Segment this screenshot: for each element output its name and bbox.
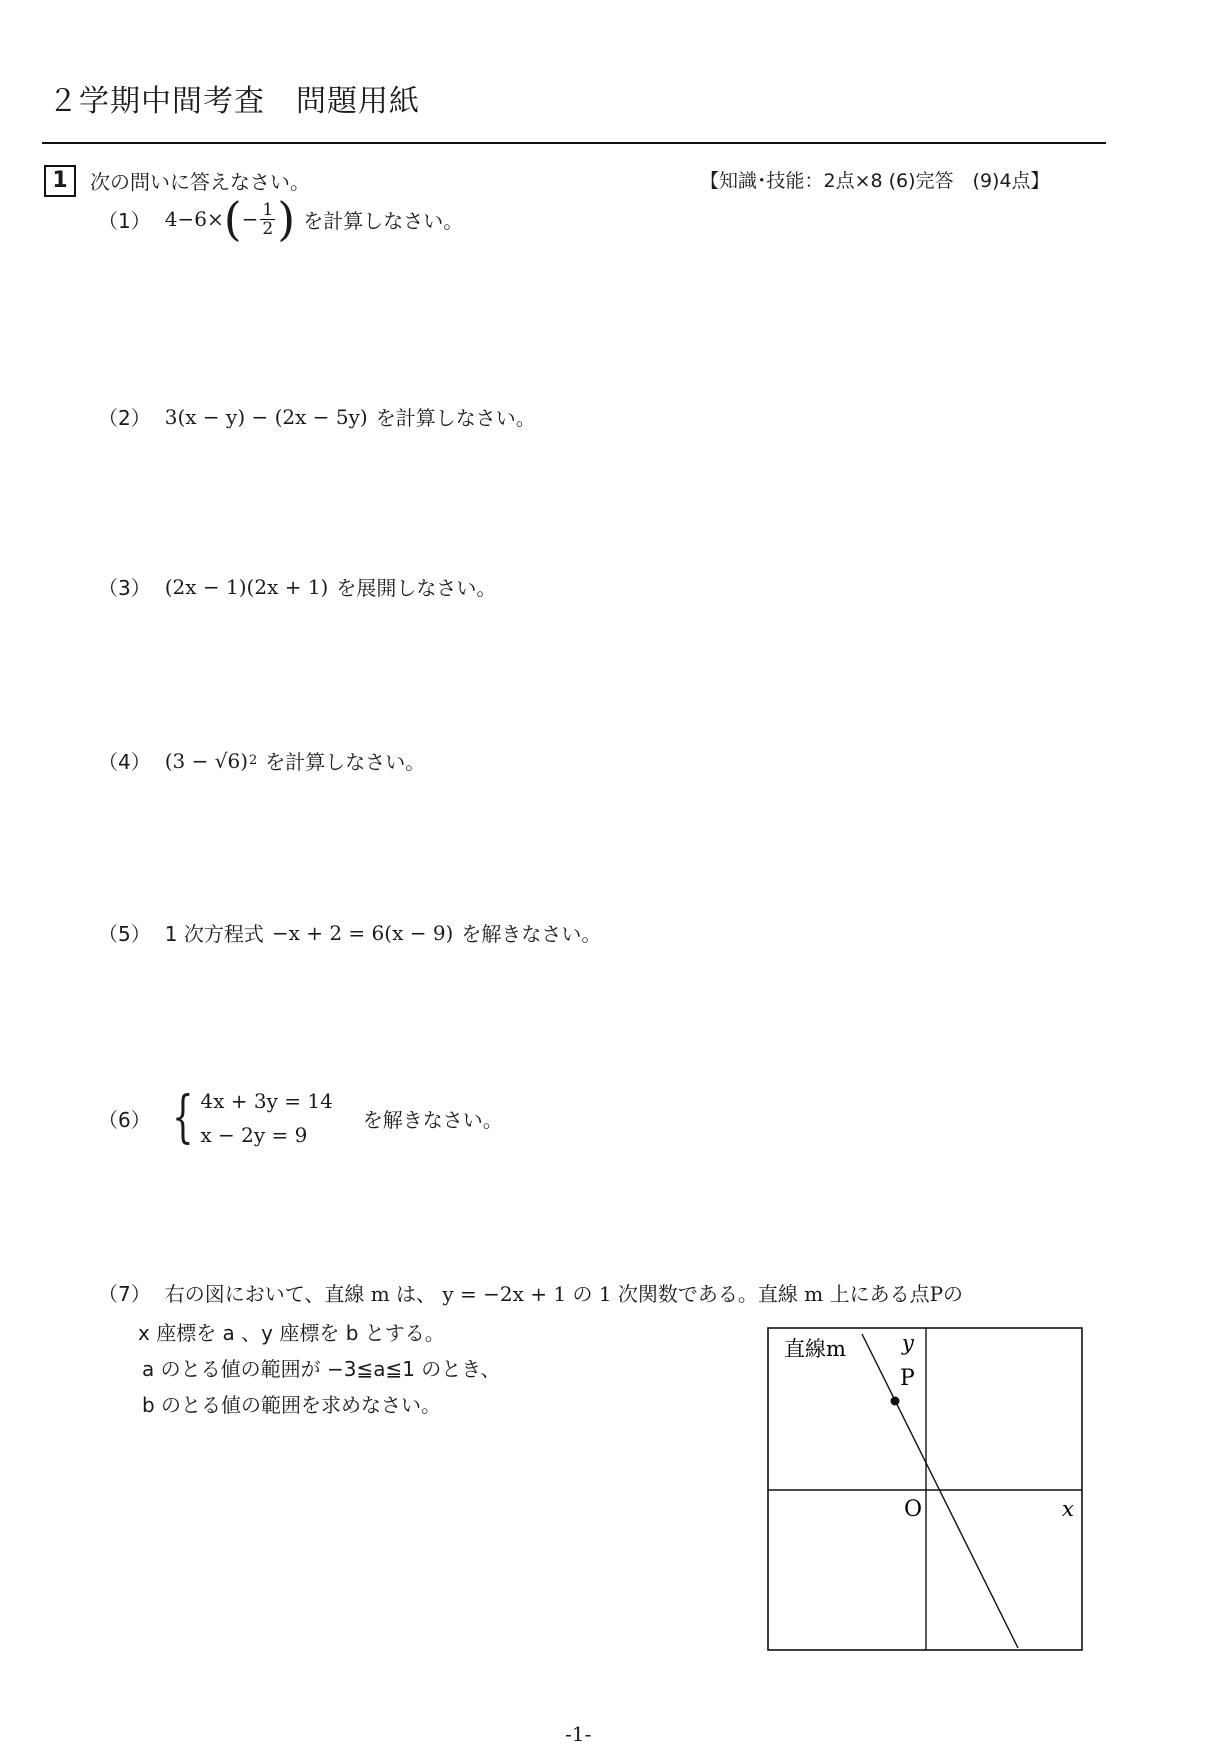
problem-7-line-2: x 座標を a 、y 座標を b とする。 bbox=[138, 1321, 445, 1345]
line-m-label: 直線m bbox=[784, 1337, 846, 1361]
score-note: 【知識･技能：2点×8 (6)完答 (9)4点】 bbox=[700, 170, 1050, 192]
equation-1: 4x + 3y = 14 bbox=[200, 1089, 333, 1113]
problem-2-label: （2） bbox=[98, 406, 151, 430]
left-paren: ( bbox=[223, 192, 242, 246]
problem-2-expr: 3(x − y) − (2x − 5y) bbox=[164, 404, 368, 429]
equation-2: x − 2y = 9 bbox=[200, 1123, 308, 1147]
graph-frame bbox=[768, 1328, 1082, 1650]
problem-5-task: を解きなさい。 bbox=[461, 922, 602, 946]
problem-5-expr: −x + 2 = 6(x − 9) bbox=[271, 920, 454, 945]
problem-3-task: を展開しなさい。 bbox=[336, 576, 497, 600]
problem-5-label: （5） bbox=[98, 922, 151, 946]
point-p bbox=[891, 1397, 900, 1406]
point-p-label: P bbox=[900, 1366, 915, 1391]
problem-1-label: （1） bbox=[98, 208, 151, 233]
question-number-box: 1 bbox=[44, 165, 76, 197]
page-number: -1- bbox=[565, 1722, 592, 1746]
problem-3-label: （3） bbox=[98, 576, 151, 600]
problem-7-line-3: a のとる値の範囲が −3≦a≦1 のとき、 bbox=[142, 1357, 501, 1381]
problem-4-exponent: 2 bbox=[249, 753, 258, 768]
fraction-numerator: 1 bbox=[262, 199, 274, 220]
problem-3-expr: (2x − 1)(2x + 1) bbox=[164, 574, 329, 599]
problem-2-task: を計算しなさい。 bbox=[375, 406, 536, 430]
problem-1 bbox=[98, 192, 464, 246]
problem-5 bbox=[98, 918, 601, 947]
line-m bbox=[862, 1334, 1018, 1648]
graph-figure bbox=[766, 1326, 1086, 1656]
origin-label: O bbox=[904, 1497, 923, 1522]
x-axis-label: x bbox=[1062, 1497, 1074, 1521]
problem-1-frac-sign: − bbox=[241, 207, 259, 231]
problem-6-task: を解きなさい。 bbox=[362, 1107, 503, 1132]
problem-7-label: （7） bbox=[98, 1282, 151, 1306]
problem-4-expr: (3 − √6) bbox=[164, 748, 249, 773]
problem-1-task: を計算しなさい。 bbox=[303, 208, 464, 233]
fraction bbox=[260, 201, 275, 238]
problem-2 bbox=[98, 402, 536, 431]
problem-4 bbox=[98, 746, 425, 775]
fraction-denominator: 2 bbox=[262, 218, 274, 239]
problem-7-line-4: b のとる値の範囲を求めなさい。 bbox=[142, 1393, 442, 1417]
equation-system bbox=[165, 1084, 333, 1152]
problem-4-task: を計算しなさい。 bbox=[265, 750, 426, 774]
problem-1-expr: 4−6× bbox=[164, 207, 224, 231]
problem-6-label: （6） bbox=[98, 1107, 151, 1132]
equation-lines bbox=[200, 1084, 332, 1152]
brace: { bbox=[171, 1085, 194, 1150]
problem-7-line-1: 右の図において、直線 m は、 y = −2x + 1 の 1 次関数である。直線 m 上にある点Pの bbox=[164, 1282, 964, 1306]
problem-7 bbox=[98, 1278, 963, 1307]
problem-4-label: （4） bbox=[98, 750, 151, 774]
y-axis-label: y bbox=[902, 1331, 914, 1355]
right-paren: ) bbox=[277, 192, 296, 246]
title-divider bbox=[42, 142, 1106, 144]
problem-6 bbox=[98, 1084, 503, 1152]
problem-3 bbox=[98, 572, 496, 601]
page-title: ２学期中間考査 問題用紙 bbox=[48, 84, 420, 119]
problem-5-prefix: 1 次方程式 bbox=[164, 922, 264, 946]
question-instruction: 次の問いに答えなさい。 bbox=[90, 170, 310, 194]
